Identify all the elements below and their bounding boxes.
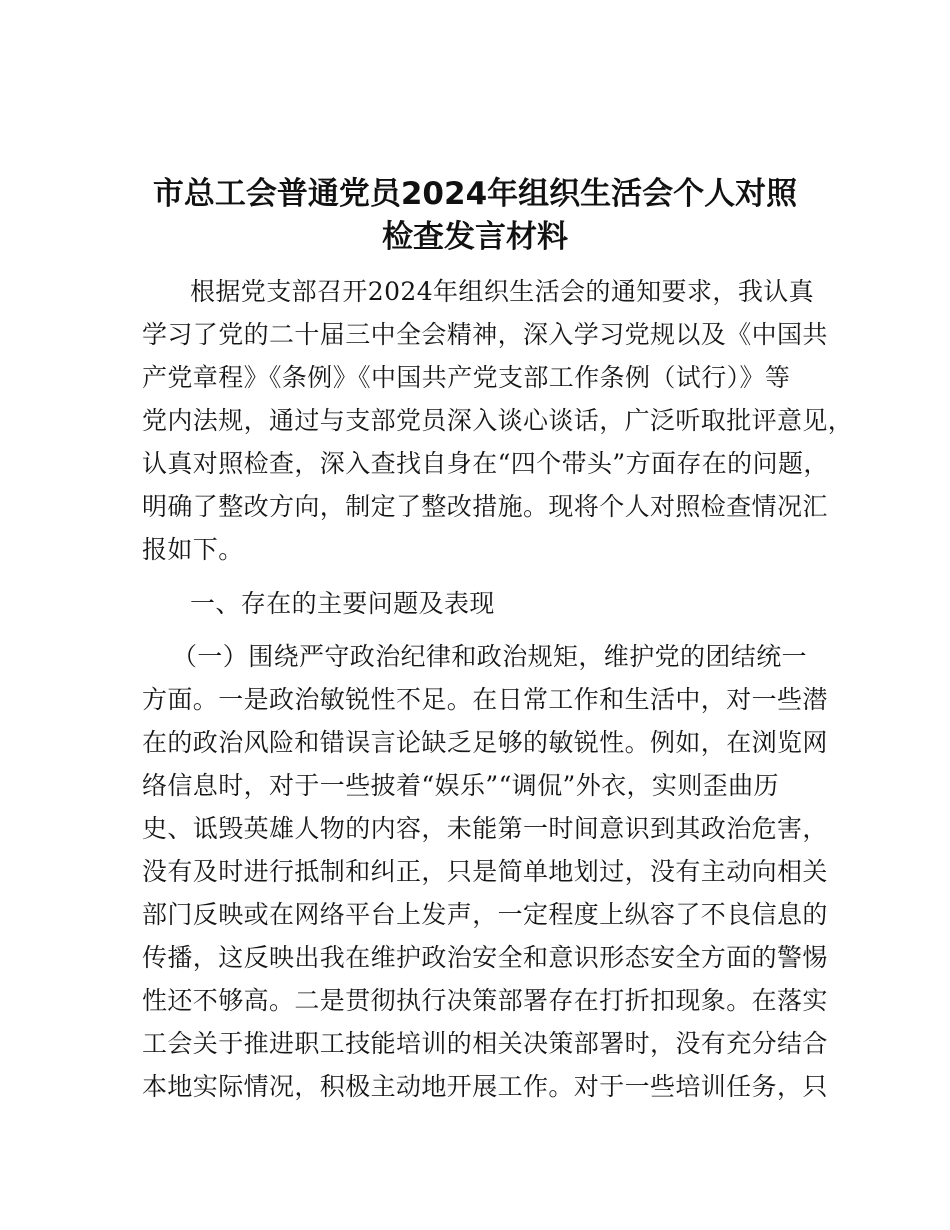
- body-line-7: 部门反映或在网络平台上发声，一定程度上纵容了不良信息的: [142, 900, 828, 929]
- intro-line-5: 认真对照检查，深入查找自身在“四个带头”方面存在的问题，: [142, 449, 829, 478]
- document-title-line-2: 检查发言材料: [382, 219, 568, 255]
- intro-line-2: 学习了党的二十届三中全会精神，深入学习党规以及《中国共: [142, 320, 828, 349]
- body-line-2: 方面。一是政治敏锐性不足。在日常工作和生活中，对一些潜: [142, 685, 828, 714]
- body-line-11: 本地实际情况，积极主动地开展工作。对于一些培训任务，只: [142, 1072, 828, 1101]
- body-line-4: 络信息时，对于一些披着“娱乐”“调侃”外衣，实则歪曲历: [142, 771, 779, 800]
- intro-line-6: 明确了整改方向，制定了整改措施。现将个人对照检查情况汇: [142, 492, 828, 521]
- intro-line-3: 产党章程》《条例》《中国共产党支部工作条例（试行）》等: [142, 363, 791, 392]
- document-title-line-1: 市总工会普通党员2024年组织生活会个人对照: [152, 176, 798, 212]
- body-line-3: 在的政治风险和错误言论缺乏足够的敏锐性。例如，在浏览网: [142, 728, 828, 757]
- body-line-5: 史、诋毁英雄人物的内容，未能第一时间意识到其政治危害，: [142, 814, 828, 843]
- section-heading: 一、存在的主要问题及表现: [190, 589, 495, 618]
- intro-line-7: 报如下。: [142, 535, 244, 564]
- body-line-9: 性还不够高。二是贯彻执行决策部署存在打折扣现象。在落实: [142, 986, 828, 1015]
- body-line-1: （一）围绕严守政治纪律和政治规矩，维护党的团结统一: [172, 642, 808, 671]
- intro-line-1: 根据党支部召开2024年组织生活会的通知要求，我认真: [190, 277, 815, 306]
- body-line-10: 工会关于推进职工技能培训的相关决策部署时，没有充分结合: [142, 1029, 828, 1058]
- body-line-6: 没有及时进行抵制和纠正，只是简单地划过，没有主动向相关: [142, 857, 828, 886]
- intro-line-4: 党内法规，通过与支部党员深入谈心谈话，广泛听取批评意见，: [142, 406, 854, 435]
- body-line-8: 传播，这反映出我在维护政治安全和意识形态安全方面的警惕: [142, 943, 828, 972]
